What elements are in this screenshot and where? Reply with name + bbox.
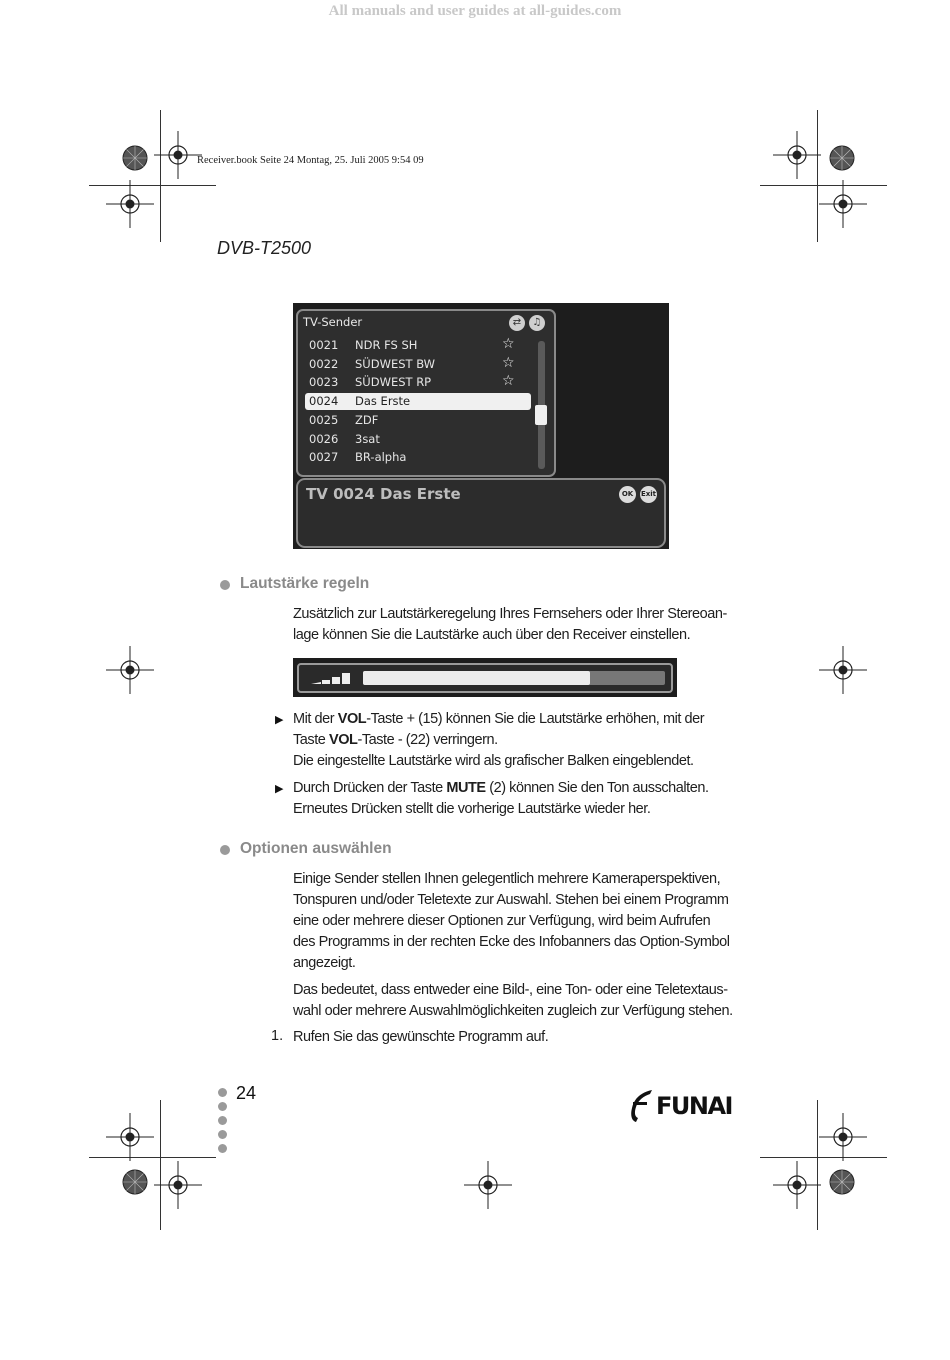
channel-row <box>305 356 531 373</box>
channel-list-title: TV-Sender <box>303 315 363 329</box>
text-line: Das bedeutet, dass entweder eine Bild-, eine Ton- oder eine Teletextaus- <box>293 982 728 998</box>
channel-list-panel <box>296 309 556 477</box>
channel-row <box>305 374 531 391</box>
key-label: VOL <box>337 711 367 727</box>
text-line <box>293 778 733 799</box>
exit-button-icon: Exit <box>640 486 657 503</box>
options-paragraph-1 <box>293 869 733 974</box>
text-segment: Mit der <box>293 711 338 727</box>
text-line <box>293 730 733 751</box>
step-text: Rufen Sie das gewünschte Programm auf. <box>293 1029 549 1045</box>
arrow-icon: ▶ <box>275 783 284 795</box>
volume-bar-screenshot <box>293 658 677 697</box>
instruction-item <box>293 778 733 820</box>
info-banner-text: TV 0024 Das Erste <box>306 485 461 503</box>
section-bullet <box>220 845 230 855</box>
music-icon: ♫ <box>529 315 545 331</box>
ok-button-icon: OK <box>619 486 636 503</box>
channel-name: SÜDWEST BW <box>355 356 436 371</box>
channel-row <box>305 393 531 410</box>
channel-name: Das Erste <box>355 394 411 409</box>
star-icon: ☆ <box>502 336 515 352</box>
text-segment: Taste <box>293 732 329 748</box>
channel-name: BR-alpha <box>355 450 407 465</box>
volume-frame <box>297 663 673 693</box>
text-line: wahl oder mehrere Auswahlmöglichkeiten zugleich zur Verfügung stehen. <box>293 1003 733 1019</box>
volume-level-fill <box>363 671 590 685</box>
text-line: des Programms in der rechten Ecke des Infobanners das Option-Symbol <box>293 934 730 950</box>
channel-number: 0025 <box>309 412 339 427</box>
text-line: angezeigt. <box>293 955 356 971</box>
text-segment: Die eingestellte Lautstärke wird als grafischer Balken eingeblendet. <box>293 753 694 769</box>
arrow-icon: ▶ <box>275 714 284 726</box>
text-line <box>293 751 733 772</box>
channel-number: 0021 <box>309 338 339 352</box>
switch-icon: ⇄ <box>509 315 525 331</box>
scrollbar-thumb <box>535 405 547 425</box>
text-segment: -Taste - (22) verringern. <box>357 732 498 748</box>
text-line <box>293 799 733 820</box>
channel-number: 0023 <box>309 375 339 390</box>
text-line <box>293 709 733 730</box>
funai-logo-mark <box>624 1088 654 1124</box>
brand-name: FUNAI <box>656 1092 732 1120</box>
options-paragraph-2 <box>293 980 733 1022</box>
tv-channel-list-screenshot <box>293 303 669 549</box>
channel-number: 0022 <box>309 356 339 371</box>
channel-number: 0027 <box>309 450 339 465</box>
section-bullet <box>220 580 230 590</box>
channel-number: 0026 <box>309 431 339 446</box>
star-icon: ☆ <box>502 354 515 371</box>
text-line: Tonspuren und/oder Teletexte zur Auswahl. Stehen bei einem Programm <box>293 892 729 908</box>
channel-name: ZDF <box>355 412 379 427</box>
channel-row <box>305 449 531 466</box>
star-icon: ☆ <box>502 373 515 390</box>
scrollbar <box>538 341 545 469</box>
model-title: DVB-T2500 <box>217 238 312 258</box>
channel-name: NDR FS SH <box>355 338 418 352</box>
section-heading-options: Optionen auswählen <box>240 840 392 857</box>
channel-row <box>305 431 531 448</box>
text-line: lage können Sie die Lautstärke auch über den Receiver einstellen. <box>293 627 691 643</box>
volume-intro <box>293 604 733 646</box>
channel-row <box>305 337 531 354</box>
text-line: Zusätzlich zur Lautstärkeregelung Ihres Fernsehers oder Ihrer Stereoan- <box>293 606 727 622</box>
key-label: VOL <box>329 732 358 748</box>
print-info: Receiver.book Seite 24 Montag, 25. Juli 2005 9:54 09 <box>197 155 424 166</box>
section-heading-volume: Lautstärke regeln <box>240 575 370 592</box>
channel-number: 0024 <box>309 394 339 409</box>
channel-row <box>305 412 531 429</box>
text-segment: Erneutes Drücken stellt die vorherige Lautstärke wieder her. <box>293 801 651 817</box>
step-number: 1. <box>271 1028 284 1044</box>
text-segment: -Taste + (15) können Sie die Lautstärke erhöhen, mit der <box>366 711 705 727</box>
text-line: Einige Sender stellen Ihnen gelegentlich mehrere Kameraperspektiven, <box>293 871 721 887</box>
text-line: eine oder mehrere dieser Optionen zur Verfügung, wird beim Aufrufen <box>293 913 711 929</box>
instruction-item <box>293 709 733 772</box>
info-banner <box>296 478 666 548</box>
text-segment: Durch Drücken der Taste <box>293 780 447 796</box>
channel-name: 3sat <box>355 431 380 446</box>
watermark: All manuals and user guides at all-guides.com <box>328 3 622 19</box>
page-number: 24 <box>236 1083 257 1103</box>
funai-logo <box>624 1088 732 1129</box>
volume-icon <box>309 670 351 686</box>
volume-track <box>363 671 665 685</box>
channel-name: SÜDWEST RP <box>355 375 432 390</box>
text-segment: (2) können Sie den Ton ausschalten. <box>485 780 709 796</box>
key-label: MUTE <box>446 780 486 796</box>
